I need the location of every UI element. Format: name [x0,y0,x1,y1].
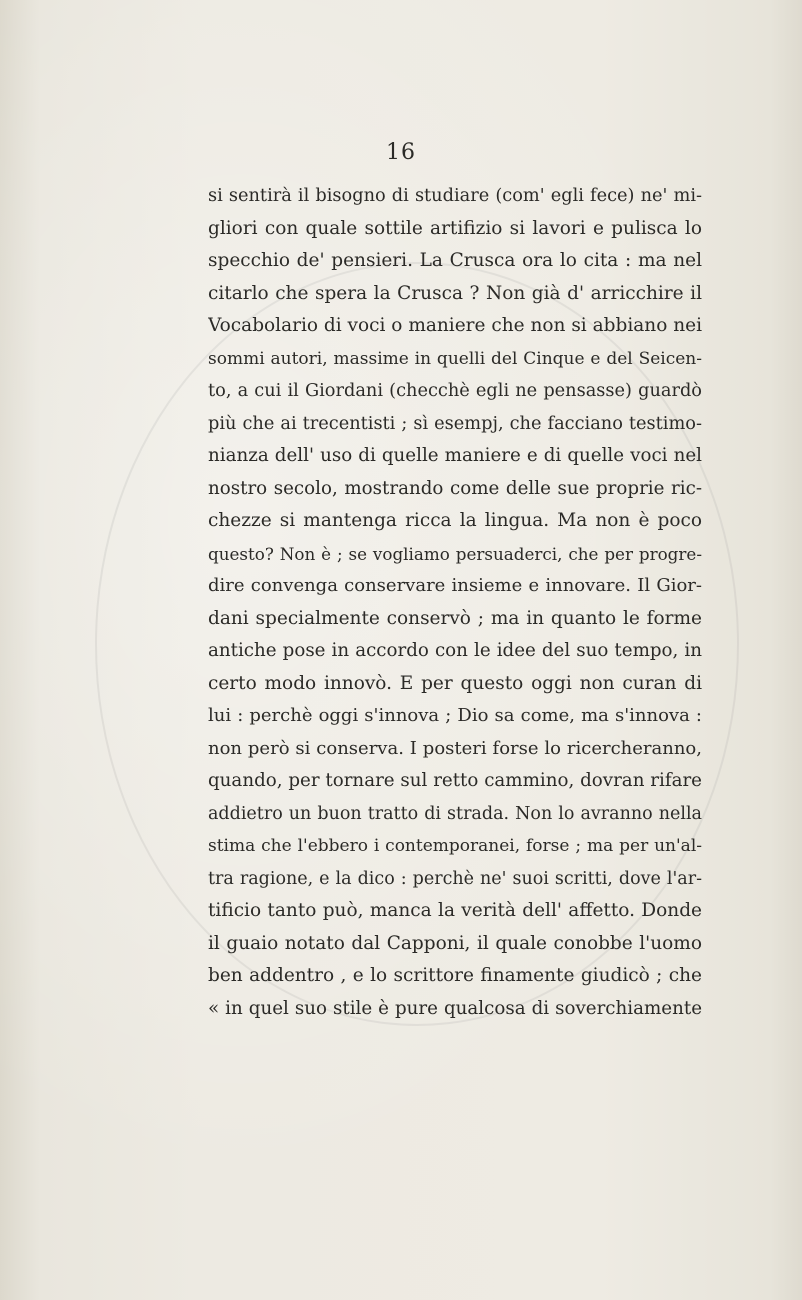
text-line: to, a cui il Giordani (checchè egli ne pensasse) guardò [208,381,702,401]
text-line: Vocabolario di voci o maniere che non si abbiano nei [208,315,702,336]
text-line: sommi autori, massime in quelli del Cinque e del Seicen- [208,348,702,369]
text-line: antiche pose in accordo con le idee del suo tempo, in [208,640,702,661]
text-line: tra ragione, e la dico : perchè ne' suoi scritti, dove l'ar- [208,868,702,889]
text-line: tificio tanto può, manca la verità dell' affetto. Donde [208,900,702,921]
text-line: lui : perchè oggi s'innova ; Dio sa come, ma s'innova : [208,705,702,726]
text-line: si sentirà il bisogno di studiare (com' egli fece) ne' mi- [208,186,702,206]
text-line: specchio de' pensieri. La Crusca ora lo cita : ma nel [208,250,702,271]
text-line: chezze si mantenga ricca la lingua. Ma non è poco [208,510,702,531]
text-line: dani specialmente conservò ; ma in quanto le forme [208,607,702,629]
text-line: non però si conserva. I posteri forse lo ricercheranno, [208,737,702,759]
body-text [208,180,702,1025]
text-line: certo modo innovò. E per questo oggi non curan di [208,672,702,694]
text-line: citarlo che spera la Crusca ? Non già d' arricchire il [208,282,702,304]
text-line: quando, per tornare sul retto cammino, dovran rifare [208,770,702,791]
text-line: nostro secolo, mostrando come delle sue proprie ric- [208,477,702,499]
page-number: 16 [386,140,416,165]
text-line: più che ai trecentisti ; sì esempj, che facciano testimo- [208,413,702,434]
text-line: nianza dell' uso di quelle maniere e di quelle voci nel [208,445,702,466]
text-line: il guaio notato dal Capponi, il quale conobbe l'uomo [208,932,702,954]
text-line: gliori con quale sottile artifizio si lavori e pulisca lo [208,217,702,239]
text-line: ben addentro , e lo scrittore finamente giudicò ; che [208,965,702,986]
text-line: « in quel suo stile è pure qualcosa di soverchiamente [208,997,702,1019]
text-line: dire convenga conservare insieme e innovare. Il Gior- [208,575,702,596]
text-line: stima che l'ebbero i contemporanei, forse ; ma per un'al- [208,836,702,856]
text-line: questo? Non è ; se vogliamo persuaderci, che per progre- [208,543,702,564]
text-line: addietro un buon tratto di strada. Non lo avranno nella [208,803,702,824]
